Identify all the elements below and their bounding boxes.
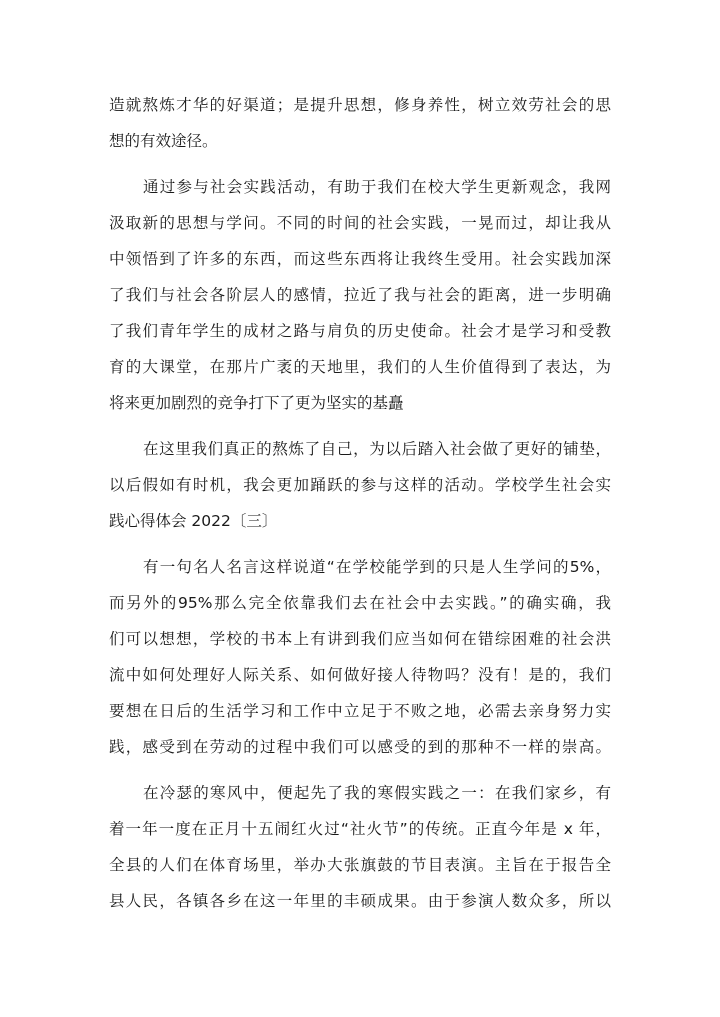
text-line: 育的大课堂，在那片广袤的天地里，我们的人生价值得到了表达，为 xyxy=(109,358,611,376)
text-line: 造就熬炼才华的好渠道；是提升思想，修身养性，树立效劳社会的思 xyxy=(109,96,611,114)
text-line: 通过参与社会实践活动，有助于我们在校大学生更新观念，我网 xyxy=(143,178,611,196)
paragraph xyxy=(109,431,611,539)
text-line: 践心得体会 2022〔三〕 xyxy=(109,512,278,530)
text-line: 了我们青年学生的成材之路与肩负的历史使命。社会才是学习和受教 xyxy=(109,322,611,340)
text-line: 以后假如有时机，我会更加踊跃的参与这样的活动。学校学生社会实 xyxy=(109,476,611,494)
paragraph xyxy=(109,87,611,159)
text-line: 着一年一度在正月十五闹红火过“社火节”的传统。正直今年是 x 年， xyxy=(109,820,611,838)
text-line: 流中如何处理好人际关系、如何做好接人待物吗？没有！是的，我们 xyxy=(109,666,611,684)
text-line: 们可以想想，学校的书本上有讲到我们应当如何在错综困难的社会洪 xyxy=(109,630,611,648)
text-line: 中领悟到了许多的东西，而这些东西将让我终生受用。社会实践加深 xyxy=(109,250,611,268)
text-line: 将来更加剧烈的竞争打下了更为坚实的基矗 xyxy=(109,394,404,412)
text-line: 汲取新的思想与学问。不同的时间的社会实践，一晃而过，却让我从 xyxy=(109,214,611,232)
text-line: 全县的人们在体育场里，举办大张旗鼓的节目表演。主旨在于报告全 xyxy=(109,856,611,874)
document-body xyxy=(109,87,611,919)
text-line: 了我们与社会各阶层人的感情，拉近了我与社会的距离，进一步明确 xyxy=(109,286,611,304)
text-line: 在冷瑟的寒风中，便起先了我的寒假实践之一：在我们家乡，有 xyxy=(143,784,611,802)
text-line: 县人民，各镇各乡在这一年里的丰硕成果。由于参演人数众多，所以 xyxy=(109,892,611,910)
text-line: 践，感受到在劳动的过程中我们可以感受的到的那种不一样的崇高。 xyxy=(109,738,611,756)
text-line: 想的有效途径。 xyxy=(109,132,218,150)
text-line: 在这里我们真正的熬炼了自己，为以后踏入社会做了更好的铺垫， xyxy=(143,440,611,458)
text-line: 要想在日后的生活学习和工作中立足于不败之地，必需去亲身努力实 xyxy=(109,702,611,720)
text-line: 有一句名人名言这样说道“在学校能学到的只是人生学问的5%， xyxy=(143,558,611,576)
text-line: 而另外的95%那么完全依靠我们去在社会中去实践。”的确实确，我 xyxy=(109,594,611,612)
paragraph xyxy=(109,549,611,765)
paragraph xyxy=(109,169,611,421)
paragraph xyxy=(109,775,611,919)
